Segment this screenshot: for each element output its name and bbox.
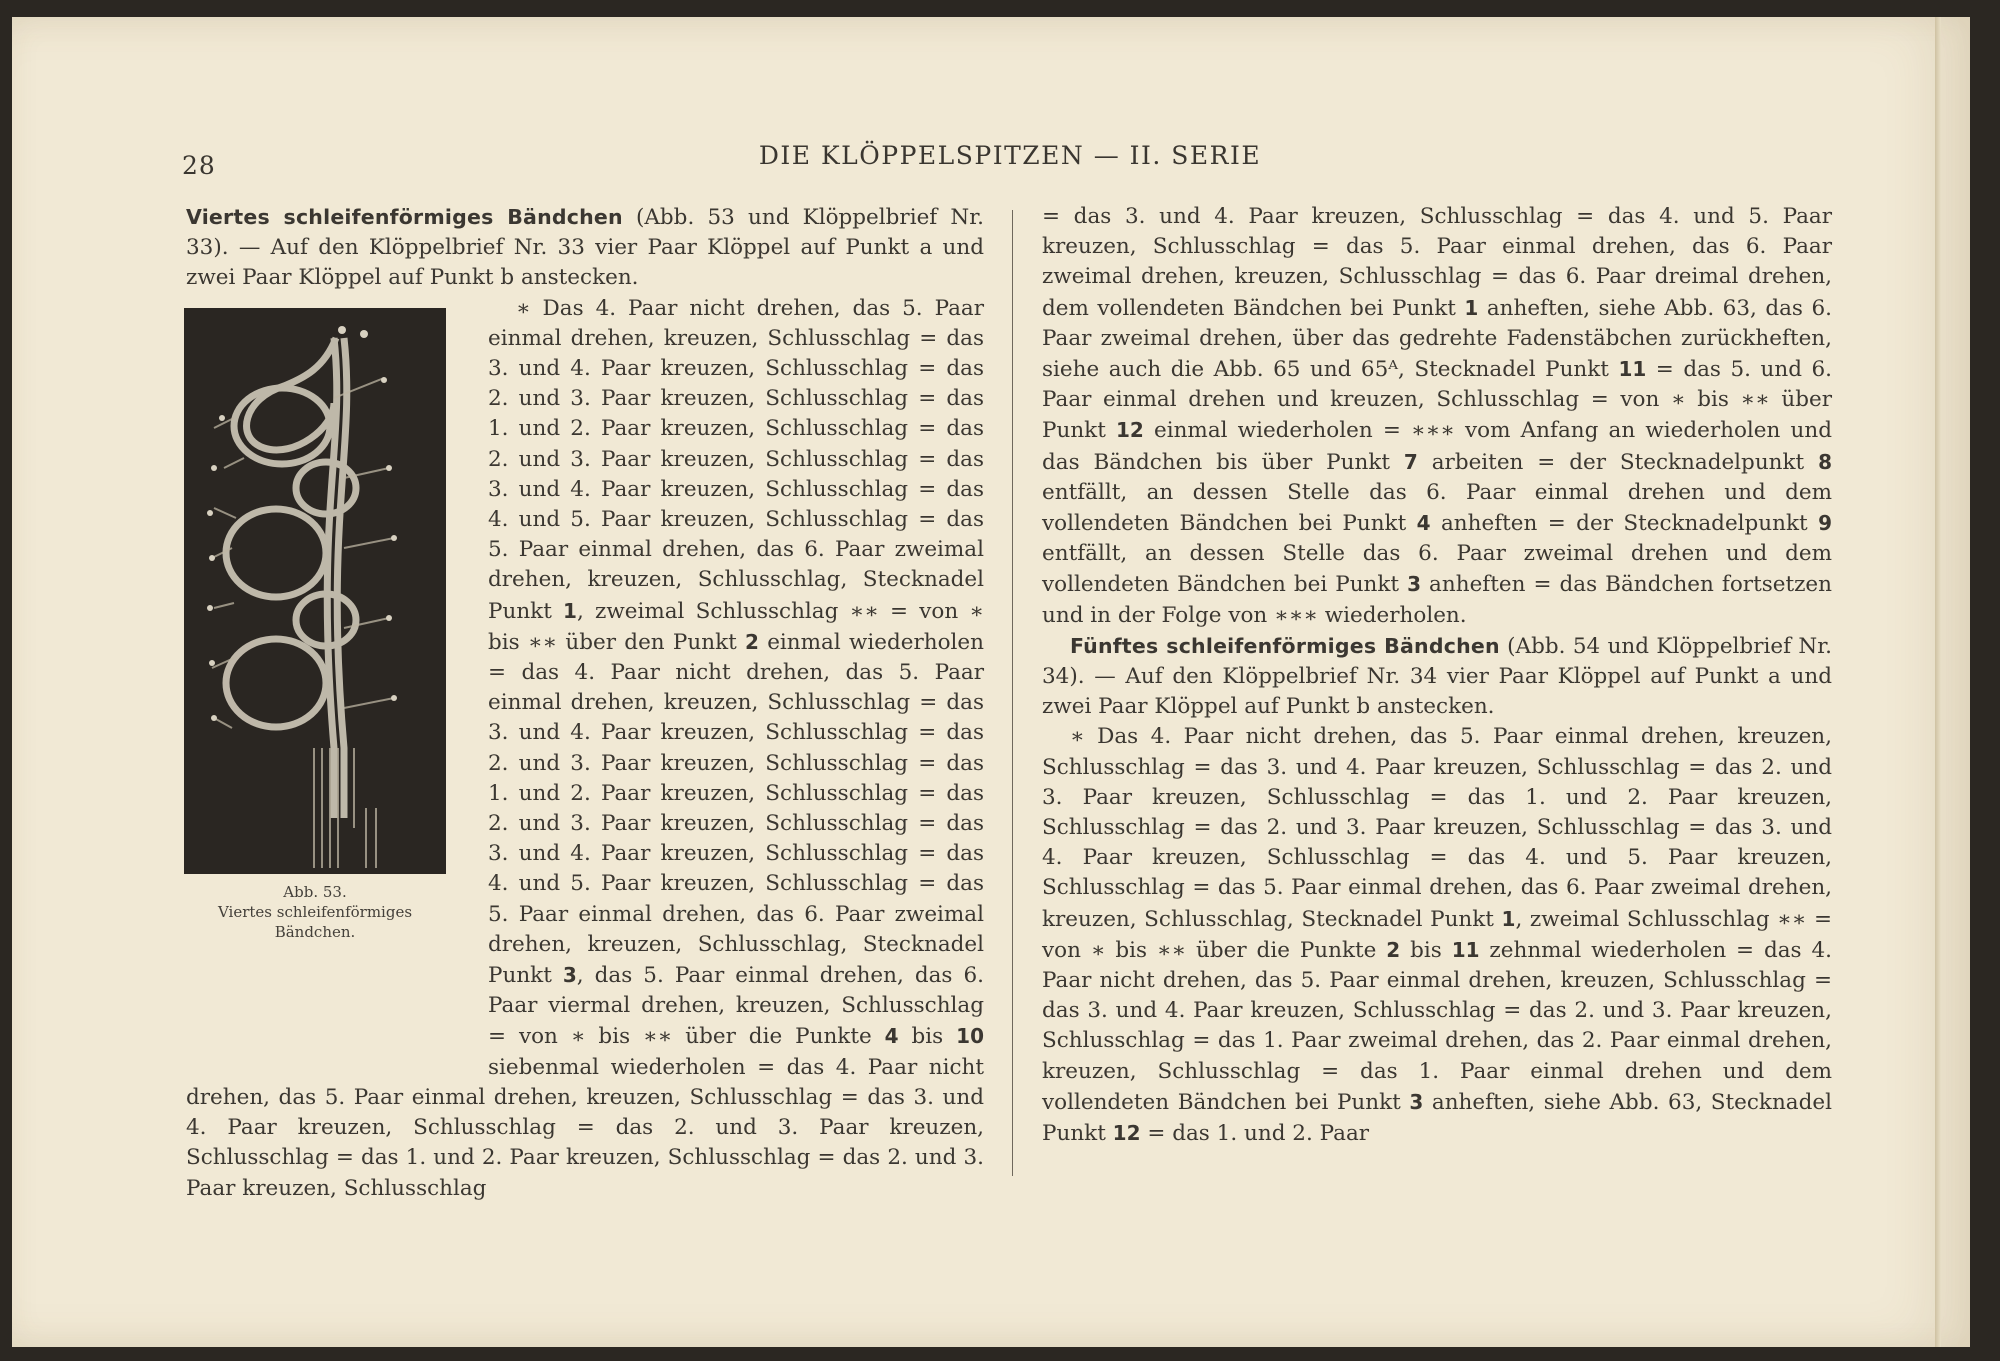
point-number: 12 bbox=[1115, 418, 1144, 443]
text-run: bis bbox=[898, 1024, 957, 1050]
paragraph-intro-abb53 bbox=[186, 202, 984, 294]
scan-border bbox=[1970, 0, 2000, 1361]
lace-illustration bbox=[184, 308, 446, 874]
point-number: 11 bbox=[1451, 937, 1480, 962]
lace-photo bbox=[184, 308, 446, 874]
text-run: entfällt, an dessen Stelle das 6. Paar einmal drehen und dem vollendeten Bändchen bei Punkt bbox=[1042, 479, 1832, 537]
point-number: 2 bbox=[1386, 937, 1401, 962]
text-run: = das 3. und 4. Paar kreuzen, Schlusschlag = das 4. und 5. Paar kreuzen, Schlusschlag = das 5. Paar einmal drehen, das 6. Paar zweimal drehen, kreuzen, Schlusschlag = das 6. Paar dreimal drehen, dem vollendeten Bändchen bei Punkt bbox=[1042, 204, 1832, 321]
section-heading-fuenftes: Fünftes schleifenförmiges Bändchen bbox=[1070, 633, 1500, 658]
text-run: zehnmal wiederholen = das 4. Paar nicht drehen, das 5. Paar einmal drehen, kreuzen, Schlusschlag = das 3. und 4. Paar kreuzen, Schlusschlag = das 2. und 3. Paar kreuzen, Schlusschlag = das 1. Paar zweimal drehen, das 2. Paar einmal drehen, kreuzen, Schlusschlag = das 1. Paar einmal drehen und dem vollendeten Bändchen bei Punkt bbox=[1042, 937, 1832, 1115]
paragraph-continuation bbox=[1042, 202, 1832, 631]
left-column bbox=[186, 202, 984, 1204]
intro-text: (Abb. 54 und Klöppelbrief Nr. 34). — Auf den Klöppelbrief Nr. 34 vier Paar Klöppel auf Punkt a und zwei Paar Klöppel auf Punkt b anstecken. bbox=[1042, 633, 1832, 720]
caption-number: Abb. 53. bbox=[283, 882, 347, 901]
text-run: = das 5. und 6. Paar einmal drehen und kreuzen, Schlusschlag = von ∗ bis ∗∗ über Punkt bbox=[1042, 357, 1832, 444]
text-run: einmal wiederholen = das 4. Paar nicht drehen, das 5. Paar einmal drehen, kreuzen, Schlusschlag = das 3. und 4. Paar kreuzen, Schlusschlag = das 2. und 3. Paar kreuzen, Schlusschlag = das 1. und 2. Paar kreuzen, Schlusschlag = das 2. und 3. Paar kreuzen, Schlusschlag = das 3. und 4. Paar kreuzen, Schlusschlag = das 4. und 5. Paar kreuzen, Schlusschlag = das 5. Paar einmal drehen, das 6. Paar zweimal drehen, kreuzen, Schlusschlag, Stecknadel Punkt bbox=[488, 629, 985, 989]
text-run: = das 1. und 2. Paar bbox=[1140, 1121, 1370, 1147]
paragraph-instructions-abb54 bbox=[1042, 722, 1832, 1149]
point-number: 3 bbox=[1407, 572, 1422, 597]
text-run: ∗ Das 4. Paar nicht drehen, das 5. Paar einmal drehen, kreuzen, Schlusschlag = das 3. und 4. Paar kreuzen, Schlusschlag = das 2. und 3. Paar kreuzen, Schlusschlag = das 1. und 2. Paar kreuzen, Schlusschlag = das 2. und 3. Paar kreuzen, Schlusschlag = das 3. und 4. Paar kreuzen, Schlusschlag = das 4. und 5. Paar kreuzen, Schlusschlag = das 5. Paar einmal drehen, das 6. Paar zweimal drehen, kreuzen, Schlusschlag, Stecknadel Punkt bbox=[1042, 724, 1832, 932]
text-run: , zweimal Schlusschlag ∗∗ = von ∗ bis ∗∗ über die Punkte bbox=[1042, 906, 1832, 963]
text-run: , das 5. Paar einmal drehen, das 6. Paar viermal drehen, kreuzen, Schlusschlag = von ∗ bis ∗∗ über die Punkte bbox=[488, 963, 984, 1050]
text-run: anheften, siehe Abb. 63, das 6. Paar zweimal drehen, über das gedrehte Fadenstäbchen zurückheften, siehe auch die Abb. 65 und 65ᴬ, Stecknadel Punkt bbox=[1042, 295, 1832, 383]
point-number: 1 bbox=[563, 598, 577, 623]
paragraph-intro-abb54 bbox=[1042, 631, 1832, 723]
right-column bbox=[1042, 202, 1832, 1149]
page-number: 28 bbox=[182, 151, 216, 180]
figure-caption bbox=[184, 882, 446, 942]
text-run: arbeiten = der Stecknadelpunkt bbox=[1417, 449, 1819, 475]
point-number: 2 bbox=[745, 629, 759, 654]
text-run: anheften = der Stecknadelpunkt bbox=[1430, 511, 1819, 537]
point-number: 3 bbox=[1409, 1089, 1424, 1114]
text-run: ∗ Das 4. Paar nicht drehen, das 5. Paar einmal drehen, kreuzen, Schlusschlag = das 3. und 4. Paar kreuzen, Schlusschlag = das 2. und 3. Paar kreuzen, Schlusschlag = das 1. und 2. Paar kreuzen, Schlusschlag = das 2. und 3. Paar kreuzen, Schlusschlag = das 3. und 4. Paar kreuzen, Schlusschlag = das 4. und 5. Paar kreuzen, Schlusschlag = das 5. Paar einmal drehen, das 6. Paar zweimal drehen, kreuzen, Schlusschlag, Stecknadel Punkt bbox=[488, 295, 984, 624]
point-number: 9 bbox=[1818, 511, 1833, 536]
point-number: 1 bbox=[1464, 295, 1479, 320]
page-header bbox=[180, 141, 1840, 180]
column-divider bbox=[1012, 210, 1013, 1176]
point-number: 10 bbox=[956, 1024, 984, 1049]
point-number: 1 bbox=[1501, 906, 1516, 931]
point-number: 7 bbox=[1403, 449, 1418, 474]
text-run: , zweimal Schlusschlag ∗∗ = von ∗ bis ∗∗ über den Punkt bbox=[488, 598, 985, 655]
point-number: 3 bbox=[562, 963, 577, 988]
point-number: 12 bbox=[1112, 1121, 1141, 1146]
point-number: 8 bbox=[1818, 449, 1832, 474]
text-run: anheften = das Bändchen fortsetzen und in der Folge von ∗∗∗ wiederholen. bbox=[1042, 572, 1832, 628]
caption-line2: Bändchen. bbox=[274, 922, 356, 941]
text-run: bis bbox=[1400, 937, 1452, 963]
page-edge bbox=[1935, 17, 1941, 1347]
point-number: 11 bbox=[1618, 357, 1647, 382]
point-number: 4 bbox=[1416, 511, 1431, 536]
figure-abb53 bbox=[184, 298, 474, 1081]
text-run: anheften, siehe Abb. 63, Stecknadel Punkt bbox=[1042, 1089, 1832, 1147]
caption-line1: Viertes schleifenförmiges bbox=[217, 902, 413, 921]
text-run: einmal wiederholen = ∗∗∗ vom Anfang an wiederholen und das Bändchen bis über Punkt bbox=[1042, 418, 1832, 475]
point-number: 4 bbox=[884, 1024, 899, 1049]
section-heading-viertes: Viertes schleifenförmiges Bändchen bbox=[186, 205, 623, 229]
running-head: DIE KLÖPPELSPITZEN — II. SERIE bbox=[758, 141, 1262, 170]
text-run: entfällt, an dessen Stelle das 6. Paar zweimal drehen und dem vollendeten Bändchen bei Punkt bbox=[1042, 541, 1832, 598]
intro-text: (Abb. 53 und Klöppelbrief Nr. 33). — Auf den Klöppelbrief Nr. 33 vier Paar Klöppel auf Punkt a und zwei Paar Klöppel auf Punkt b anstecken. bbox=[186, 205, 984, 291]
text-run: siebenmal wiederholen = das 4. Paar nicht drehen, das 5. Paar einmal drehen, kreuzen, Schlusschlag = das 3. und 4. Paar kreuzen, Schlusschlag = das 2. und 3. Paar kreuzen, Schlusschlag = das 1. und 2. Paar kreuzen, Schlusschlag = das 2. und 3. Paar kreuzen, Schlusschlag bbox=[186, 1054, 984, 1201]
